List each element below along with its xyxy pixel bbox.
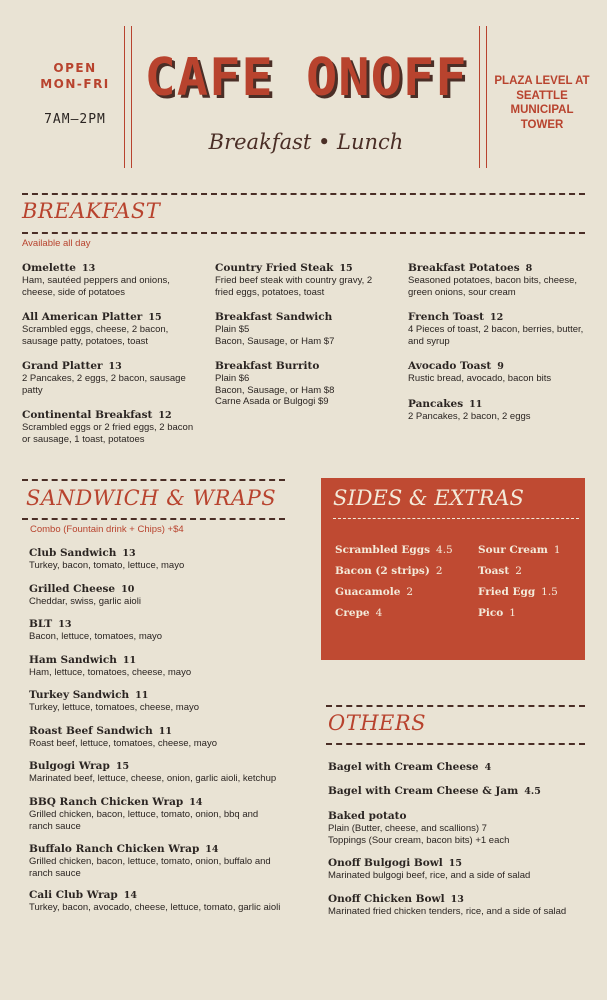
menu-item-description: Marinated beef, lettuce, cheese, onion, garlic aioli, ketchup bbox=[29, 773, 277, 784]
menu-item bbox=[408, 398, 531, 423]
menu-item-header bbox=[22, 311, 168, 324]
side-item-name: Crepe bbox=[335, 607, 370, 619]
menu-item-description: cheese, side of potatoes bbox=[22, 286, 125, 298]
sandwich-top-rule bbox=[22, 479, 285, 481]
menu-item-header bbox=[408, 398, 531, 411]
menu-item-header bbox=[29, 689, 199, 702]
menu-item bbox=[215, 262, 372, 298]
menu-item-description: Plain (Butter, cheese, and scallions) 7 bbox=[328, 823, 487, 834]
side-item-name: Guacamole bbox=[335, 586, 401, 598]
menu-item-name: French Toast bbox=[408, 311, 484, 323]
menu-item-price: 14 bbox=[123, 890, 138, 901]
menu-item-header bbox=[29, 547, 184, 560]
menu-item-name: Bulgogi Wrap bbox=[29, 760, 110, 772]
menu-item-header bbox=[408, 311, 583, 324]
menu-item-price: 12 bbox=[489, 312, 504, 323]
menu-item-header bbox=[22, 262, 170, 275]
menu-item-price: 9 bbox=[497, 361, 504, 372]
menu-item-price: 11 bbox=[158, 726, 173, 737]
menu-item-description: patty bbox=[22, 384, 43, 396]
menu-item-description: Bacon, Sausage, or Ham $8 bbox=[215, 384, 335, 396]
menu-item-price: 11 bbox=[122, 655, 137, 666]
menu-item-price: 13 bbox=[108, 361, 122, 372]
menu-item-description: Bacon, lettuce, tomatoes, mayo bbox=[29, 631, 163, 642]
menu-item-price: 15 bbox=[339, 263, 353, 274]
menu-item-description: Toppings (Sour cream, bacon bits) +1 each bbox=[328, 834, 510, 846]
side-item-name: Toast bbox=[478, 565, 510, 577]
side-item bbox=[478, 544, 561, 556]
menu-item-name: Baked potato bbox=[328, 810, 407, 822]
menu-item-name: Pancakes bbox=[408, 398, 464, 410]
side-item bbox=[478, 607, 516, 619]
menu-item-description: Turkey, lettuce, tomatoes, cheese, mayo bbox=[29, 702, 200, 713]
side-item-price: 1 bbox=[509, 607, 516, 619]
menu-item-price: 4 bbox=[484, 762, 492, 773]
menu-item-header bbox=[29, 889, 280, 902]
menu-item-name: Breakfast Sandwich bbox=[215, 311, 333, 323]
menu-item-description: Bacon, Sausage, or Ham $7 bbox=[215, 335, 335, 347]
menu-item-description: fried eggs, potatoes, toast bbox=[215, 286, 325, 298]
open-label: OPEN bbox=[53, 61, 97, 75]
side-item bbox=[335, 544, 453, 556]
menu-item bbox=[22, 262, 170, 298]
menu-item-header bbox=[328, 893, 566, 906]
menu-item-name: Avocado Toast bbox=[408, 360, 492, 372]
menu-item-header bbox=[29, 760, 276, 773]
menu-item-description: Rustic bread, avocado, bacon bits bbox=[408, 373, 552, 384]
menu-item-price: 8 bbox=[525, 263, 533, 274]
menu-item-header bbox=[215, 360, 334, 373]
menu-item bbox=[29, 689, 199, 714]
hours-label bbox=[20, 60, 130, 92]
menu-item-description: or sausage, 1 toast, potatoes bbox=[22, 433, 145, 445]
menu-item-name: BBQ Ranch Chicken Wrap bbox=[29, 796, 184, 808]
menu-item-header bbox=[29, 583, 141, 596]
menu-item-description: 2 Pancakes, 2 bacon, 2 eggs bbox=[408, 411, 531, 422]
menu-item-name: Continental Breakfast bbox=[22, 409, 153, 421]
menu-item-name: Bagel with Cream Cheese bbox=[328, 761, 479, 773]
menu-item-name: BLT bbox=[29, 618, 53, 630]
menu-item bbox=[215, 360, 334, 408]
open-hours: 7AM–2PM bbox=[44, 112, 106, 127]
side-item bbox=[335, 586, 413, 598]
menu-item-description: and syrup bbox=[408, 335, 450, 347]
menu-item-description: Marinated fried chicken tenders, rice, and a side of salad bbox=[328, 906, 567, 917]
menu-item-name: Onoff Bulgogi Bowl bbox=[328, 857, 443, 869]
menu-item bbox=[328, 785, 541, 798]
menu-item-description: Grilled chicken, bacon, lettuce, tomato, onion, buffalo and bbox=[29, 856, 271, 867]
menu-item-price: 13 bbox=[450, 894, 464, 905]
sides-title: SIDES & EXTRAS bbox=[333, 486, 524, 510]
menu-item-header bbox=[408, 262, 577, 275]
side-item-name: Pico bbox=[478, 607, 504, 619]
side-item bbox=[478, 565, 522, 577]
side-item-price: 2 bbox=[406, 586, 414, 598]
menu-item-description: Ham, lettuce, tomatoes, cheese, mayo bbox=[29, 667, 192, 678]
menu-item-name: Grilled Cheese bbox=[29, 583, 116, 595]
side-item-name: Fried Egg bbox=[478, 586, 536, 598]
menu-item bbox=[408, 262, 577, 298]
menu-item bbox=[22, 360, 186, 396]
menu-item-description: Roast beef, lettuce, tomatoes, cheese, mayo bbox=[29, 738, 217, 749]
side-item-price: 1 bbox=[553, 544, 561, 556]
menu-item-name: Club Sandwich bbox=[29, 547, 117, 559]
side-item-price: 1.5 bbox=[541, 586, 558, 598]
menu-item-description: Marinated bulgogi beef, rice, and a side of salad bbox=[328, 870, 531, 881]
menu-item-price: 10 bbox=[121, 584, 135, 595]
menu-item-price: 15 bbox=[448, 858, 463, 869]
breakfast-title: BREAKFAST bbox=[22, 199, 161, 223]
menu-item-name: Grand Platter bbox=[22, 360, 103, 372]
menu-item-price: 11 bbox=[469, 399, 483, 410]
menu-item-price: 12 bbox=[158, 410, 172, 421]
menu-item-name: Buffalo Ranch Chicken Wrap bbox=[29, 843, 200, 855]
menu-item-header bbox=[22, 360, 186, 373]
menu-item bbox=[328, 893, 566, 918]
side-item-price: 2 bbox=[515, 565, 522, 577]
menu-item bbox=[408, 360, 551, 385]
sandwich-note: Combo (Fountain drink + Chips) +$4 bbox=[30, 524, 184, 535]
menu-item-description: Carne Asada or Bulgogi $9 bbox=[215, 396, 329, 407]
header-divider-left bbox=[124, 26, 125, 168]
others-top-rule bbox=[326, 705, 585, 707]
side-item-price: 4.5 bbox=[436, 544, 453, 556]
menu-item-header bbox=[328, 857, 530, 870]
menu-item-price: 14 bbox=[205, 844, 219, 855]
menu-item-name: Cali Club Wrap bbox=[29, 889, 118, 901]
menu-item-header bbox=[215, 311, 334, 324]
menu-item bbox=[29, 618, 162, 643]
menu-item bbox=[29, 583, 141, 608]
menu-item-header bbox=[29, 654, 191, 667]
menu-item bbox=[29, 725, 217, 750]
menu-item-name: Roast Beef Sandwich bbox=[29, 725, 153, 737]
side-item-name: Sour Cream bbox=[478, 544, 548, 556]
side-item-name: Scrambled Eggs bbox=[335, 544, 431, 556]
menu-item-description: Plain $5 bbox=[215, 324, 250, 335]
menu-item-header bbox=[29, 843, 271, 856]
menu-item-description: Turkey, bacon, avocado, cheese, lettuce, tomato, garlic aioli bbox=[29, 902, 281, 913]
side-item bbox=[335, 607, 382, 619]
menu-item-name: Onoff Chicken Bowl bbox=[328, 893, 445, 905]
menu-item-header bbox=[328, 785, 541, 798]
menu-item-price: 4.5 bbox=[524, 786, 541, 797]
menu-item-price: 15 bbox=[148, 312, 162, 323]
menu-item-price: 15 bbox=[115, 761, 130, 772]
side-item-price: 4 bbox=[375, 607, 383, 619]
breakfast-bottom-rule bbox=[22, 232, 585, 234]
sandwich-bottom-rule bbox=[22, 518, 285, 520]
menu-item-description: green onions, sour cream bbox=[408, 286, 516, 298]
menu-item-name: Bagel with Cream Cheese & Jam bbox=[328, 785, 519, 797]
menu-item-price: 11 bbox=[135, 690, 149, 701]
menu-item-header bbox=[408, 360, 551, 373]
side-item bbox=[335, 565, 443, 577]
menu-item-header bbox=[29, 725, 217, 738]
menu-item bbox=[22, 409, 193, 445]
menu-item-header bbox=[215, 262, 372, 275]
menu-item-name: Omelette bbox=[22, 262, 76, 274]
menu-item-name: Country Fried Steak bbox=[215, 262, 334, 274]
menu-item-price: 13 bbox=[122, 548, 136, 559]
menu-item-header bbox=[328, 810, 509, 823]
menu-item bbox=[328, 810, 509, 846]
location-label: PLAZA LEVEL AT SEATTLE MUNICIPAL TOWER bbox=[494, 75, 590, 131]
menu-item bbox=[29, 760, 276, 785]
menu-item bbox=[328, 857, 530, 882]
header-divider-right bbox=[486, 26, 487, 168]
side-item-name: Bacon (2 strips) bbox=[335, 565, 430, 577]
header-divider-left-inner bbox=[131, 26, 132, 168]
menu-item bbox=[328, 761, 491, 774]
menu-item-description: Grilled chicken, bacon, lettuce, tomato, onion, bbq and bbox=[29, 809, 259, 820]
menu-item-description: sausage patty, potatoes, toast bbox=[22, 335, 149, 347]
menu-item-description: Seasoned potatoes, bacon bits, cheese, bbox=[408, 275, 578, 286]
menu-item bbox=[29, 654, 191, 679]
menu-item bbox=[408, 311, 583, 347]
sandwich-title: SANDWICH & WRAPS bbox=[26, 486, 277, 510]
menu-item bbox=[29, 547, 184, 572]
menu-item-name: Turkey Sandwich bbox=[29, 689, 130, 701]
menu-item-description: 2 Pancakes, 2 eggs, 2 bacon, sausage bbox=[22, 373, 186, 384]
menu-item-price: 13 bbox=[58, 619, 72, 630]
header-divider-right-inner bbox=[479, 26, 480, 168]
menu-item bbox=[29, 843, 271, 879]
menu-item bbox=[22, 311, 168, 347]
menu-item-name: Ham Sandwich bbox=[29, 654, 117, 666]
menu-item-description: Scrambled eggs or 2 fried eggs, 2 bacon bbox=[22, 422, 194, 433]
cafe-title: CAFE ONOFF bbox=[144, 48, 468, 108]
others-bottom-rule bbox=[326, 743, 585, 745]
menu-item-description: 4 Pieces of toast, 2 bacon, berries, butter, bbox=[408, 324, 584, 335]
menu-item-name: All American Platter bbox=[22, 311, 143, 323]
side-item bbox=[478, 586, 558, 598]
menu-item bbox=[215, 311, 334, 347]
cafe-subtitle: Breakfast • Lunch bbox=[208, 130, 404, 154]
menu-item-description: Plain $6 bbox=[215, 373, 250, 384]
others-title: OTHERS bbox=[328, 711, 427, 735]
menu-item bbox=[29, 796, 258, 832]
open-days: MON-FRI bbox=[40, 77, 110, 91]
menu-item bbox=[29, 889, 280, 914]
menu-item-price: 13 bbox=[82, 263, 96, 274]
breakfast-note: Available all day bbox=[22, 238, 91, 249]
menu-item-header bbox=[22, 409, 193, 422]
menu-item-description: Scrambled eggs, cheese, 2 bacon, bbox=[22, 324, 169, 335]
menu-item-name: Breakfast Potatoes bbox=[408, 262, 520, 274]
menu-item-description: Turkey, bacon, tomato, lettuce, mayo bbox=[29, 560, 185, 571]
menu-item-description: Ham, sautéed peppers and onions, bbox=[22, 275, 170, 286]
menu-item-price: 14 bbox=[189, 797, 203, 808]
menu-item-description: ranch sauce bbox=[29, 820, 81, 832]
menu-item-header bbox=[29, 796, 258, 809]
menu-item-description: ranch sauce bbox=[29, 867, 81, 879]
menu-item-description: Fried beef steak with country gravy, 2 bbox=[215, 275, 373, 286]
side-item-price: 2 bbox=[435, 565, 443, 577]
sides-rule bbox=[333, 518, 579, 519]
menu-item-name: Breakfast Burrito bbox=[215, 360, 320, 372]
menu-item-header bbox=[328, 761, 491, 774]
breakfast-top-rule bbox=[22, 193, 585, 195]
menu-item-description: Cheddar, swiss, garlic aioli bbox=[29, 596, 141, 607]
menu-item-header bbox=[29, 618, 162, 631]
